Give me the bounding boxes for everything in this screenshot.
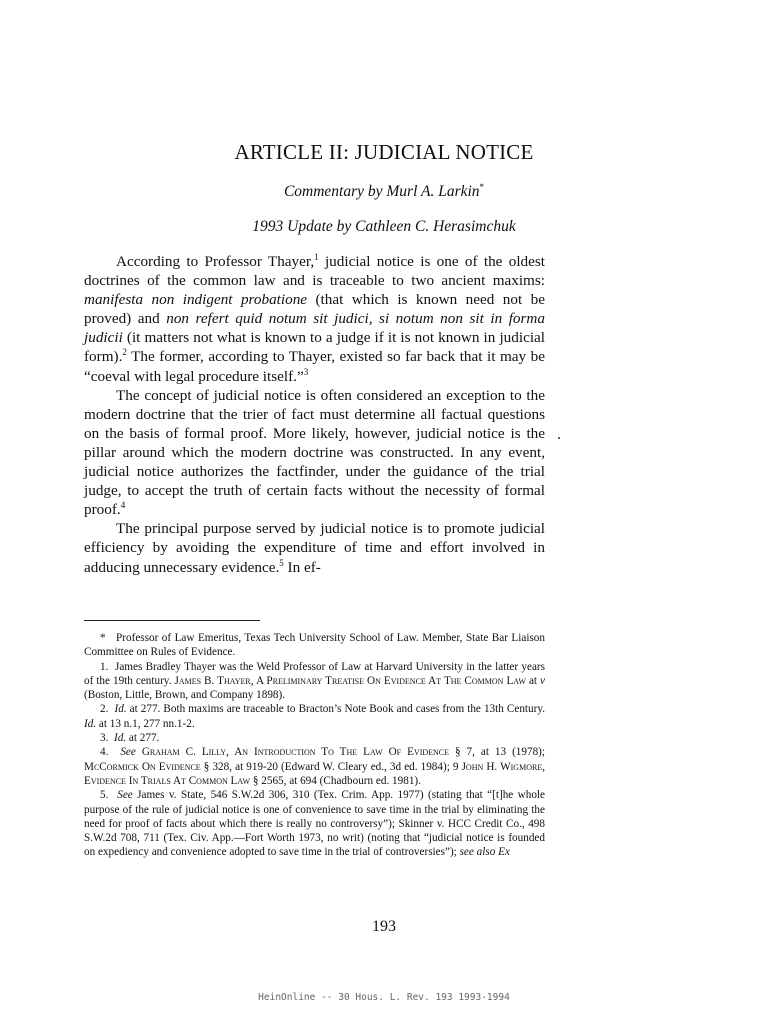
footnote-text: at 277. xyxy=(126,732,160,745)
text-run: The concept of judicial notice is often considered an exception to the modern doctrine that the trier of fact must determine all factual questions on the basis of formal proof. More likely, however, judicial notice is the pillar around which the modern doctrine was constructed. In any event, judicial notice authorizes the factfinder, under the guidance of the trial judge, to accept the truth of certain facts without the necessity of formal proof. xyxy=(84,386,545,519)
footnote-mark: 1. xyxy=(100,660,109,673)
latin-maxim: non refert quid notum sit judici, si notum non sit in forma judicii xyxy=(84,310,545,347)
citation: Graham C. Lilly, An Introduction To The Law Of Evidence xyxy=(141,746,450,759)
citation: James B. Thayer, A Preliminary Treatise On Evidence At The Common Law xyxy=(174,674,526,687)
commentary-author: Commentary by Murl A. Larkin xyxy=(283,183,480,201)
text-run: judicial notice is one of the oldest doctrines of the common law and is traceable to two ancient maxims: xyxy=(84,253,546,290)
footnote-5 xyxy=(84,788,545,859)
footnote-text: James Bradley Thayer was the Weld Professor of Law at Harvard University in the latter years of the 19th century. xyxy=(84,660,546,687)
footnote-text: (Boston, Little, Brown, and Company 1898). xyxy=(84,689,286,702)
latin-maxim: manifesta non indigent probatione xyxy=(84,291,308,309)
update-byline: 1993 Update by Cathleen C. Herasimchuk xyxy=(252,218,516,235)
footnote-mark: 4. xyxy=(100,746,109,759)
footnote-mark: * xyxy=(100,632,106,644)
commentary-byline xyxy=(0,182,768,201)
text-run: (that which is known need not be proved) and xyxy=(84,291,545,328)
footnote-italic: see also Ex xyxy=(459,846,510,859)
footnote-italic: See xyxy=(120,746,136,759)
citation: John H. Wigmore, Evidence In Trials At Common Law xyxy=(84,760,545,787)
footnote-italic: v xyxy=(540,674,546,687)
source-footer: HeinOnline -- 30 Hous. L. Rev. 193 1993-1994 xyxy=(258,992,510,1003)
footnotes xyxy=(84,631,545,860)
footnote-ref: 5 xyxy=(279,557,284,568)
footnote-text: at 277. Both maxims are traceable to Bracton’s Note Book and cases from the 13th Century. xyxy=(126,703,545,716)
footnote-text: at xyxy=(525,674,541,687)
footnote-text: James v. State, 546 S.W.2d 306, 310 (Tex. Crim. App. 1977) (stating that “[t]he whole purpose of the rule of judicial notice is one of convenience to save time in the trial by eliminating the need for proof of facts about which there is really no controversy”); Skinner v. HCC Credit Co., 498 S.W.2d 708, 711 (Tex. Civ. App.—Fort Worth 1973, no writ) (noting that “judicial notice is founded on expediency and convenience adopted to save time in the trial of controversies”); xyxy=(84,789,546,859)
page-number: 193 xyxy=(372,918,396,935)
article-title: ARTICLE II: JUDICIAL NOTICE xyxy=(234,140,534,164)
text-run: (it matters not what is known to a judge if it is not known in judicial form). xyxy=(84,329,545,366)
footnote-italic: Id. xyxy=(113,732,127,745)
footnote-text: Professor of Law Emeritus, Texas Tech University School of Law. Member, State Bar Liaison Committee on Rules of Evidence. xyxy=(84,632,545,659)
footnote-text: § 328, at 919-20 (Edward W. Cleary ed., 3d ed. 1984); 9 xyxy=(200,760,462,773)
footnote-1 xyxy=(84,660,545,703)
footnote-mark: 5. xyxy=(100,789,109,802)
text-run: The former, according to Thayer, existed so far back that it may be “coeval with legal procedure itself.” xyxy=(84,348,545,385)
footnote-italic: Id. xyxy=(84,717,97,730)
paragraph-1 xyxy=(84,252,545,386)
footnote-3 xyxy=(84,731,545,745)
footnote-ref: 1 xyxy=(314,251,319,262)
footnote-star xyxy=(84,631,545,660)
paragraph-3 xyxy=(84,519,545,576)
text-run: In ef- xyxy=(283,558,321,576)
footnote-4 xyxy=(84,745,545,788)
footnote-ref: 4 xyxy=(120,500,126,511)
text-run: The principal purpose served by judicial notice is to promote judicial efficiency by avoiding the expenditure of time and effort involved in adducing unnecessary evidence. xyxy=(84,520,545,576)
footnote-italic: See xyxy=(117,789,133,802)
citation: McCormick On Evidence xyxy=(84,760,201,773)
footnote-text: § 2565, at 694 (Chadbourn ed. 1981). xyxy=(250,774,421,787)
body-text xyxy=(84,252,545,577)
paragraph-2 xyxy=(84,386,545,520)
footnote-text: at 13 n.1, 277 nn.1-2. xyxy=(96,717,195,730)
scan-speck xyxy=(558,437,560,439)
footnote-mark: 2. xyxy=(100,703,109,716)
footnote-text: § 7, at 13 (1978); xyxy=(449,746,545,759)
footnote-mark: 3. xyxy=(100,732,109,745)
author-footnote-mark: * xyxy=(479,182,485,192)
footnote-ref: 2 xyxy=(122,347,127,358)
footnote-ref: 3 xyxy=(303,366,309,377)
footnote-divider xyxy=(84,620,260,621)
text-run: According to Professor Thayer, xyxy=(116,253,315,270)
footnote-2 xyxy=(84,702,545,731)
footnote-italic: Id. xyxy=(114,703,127,716)
